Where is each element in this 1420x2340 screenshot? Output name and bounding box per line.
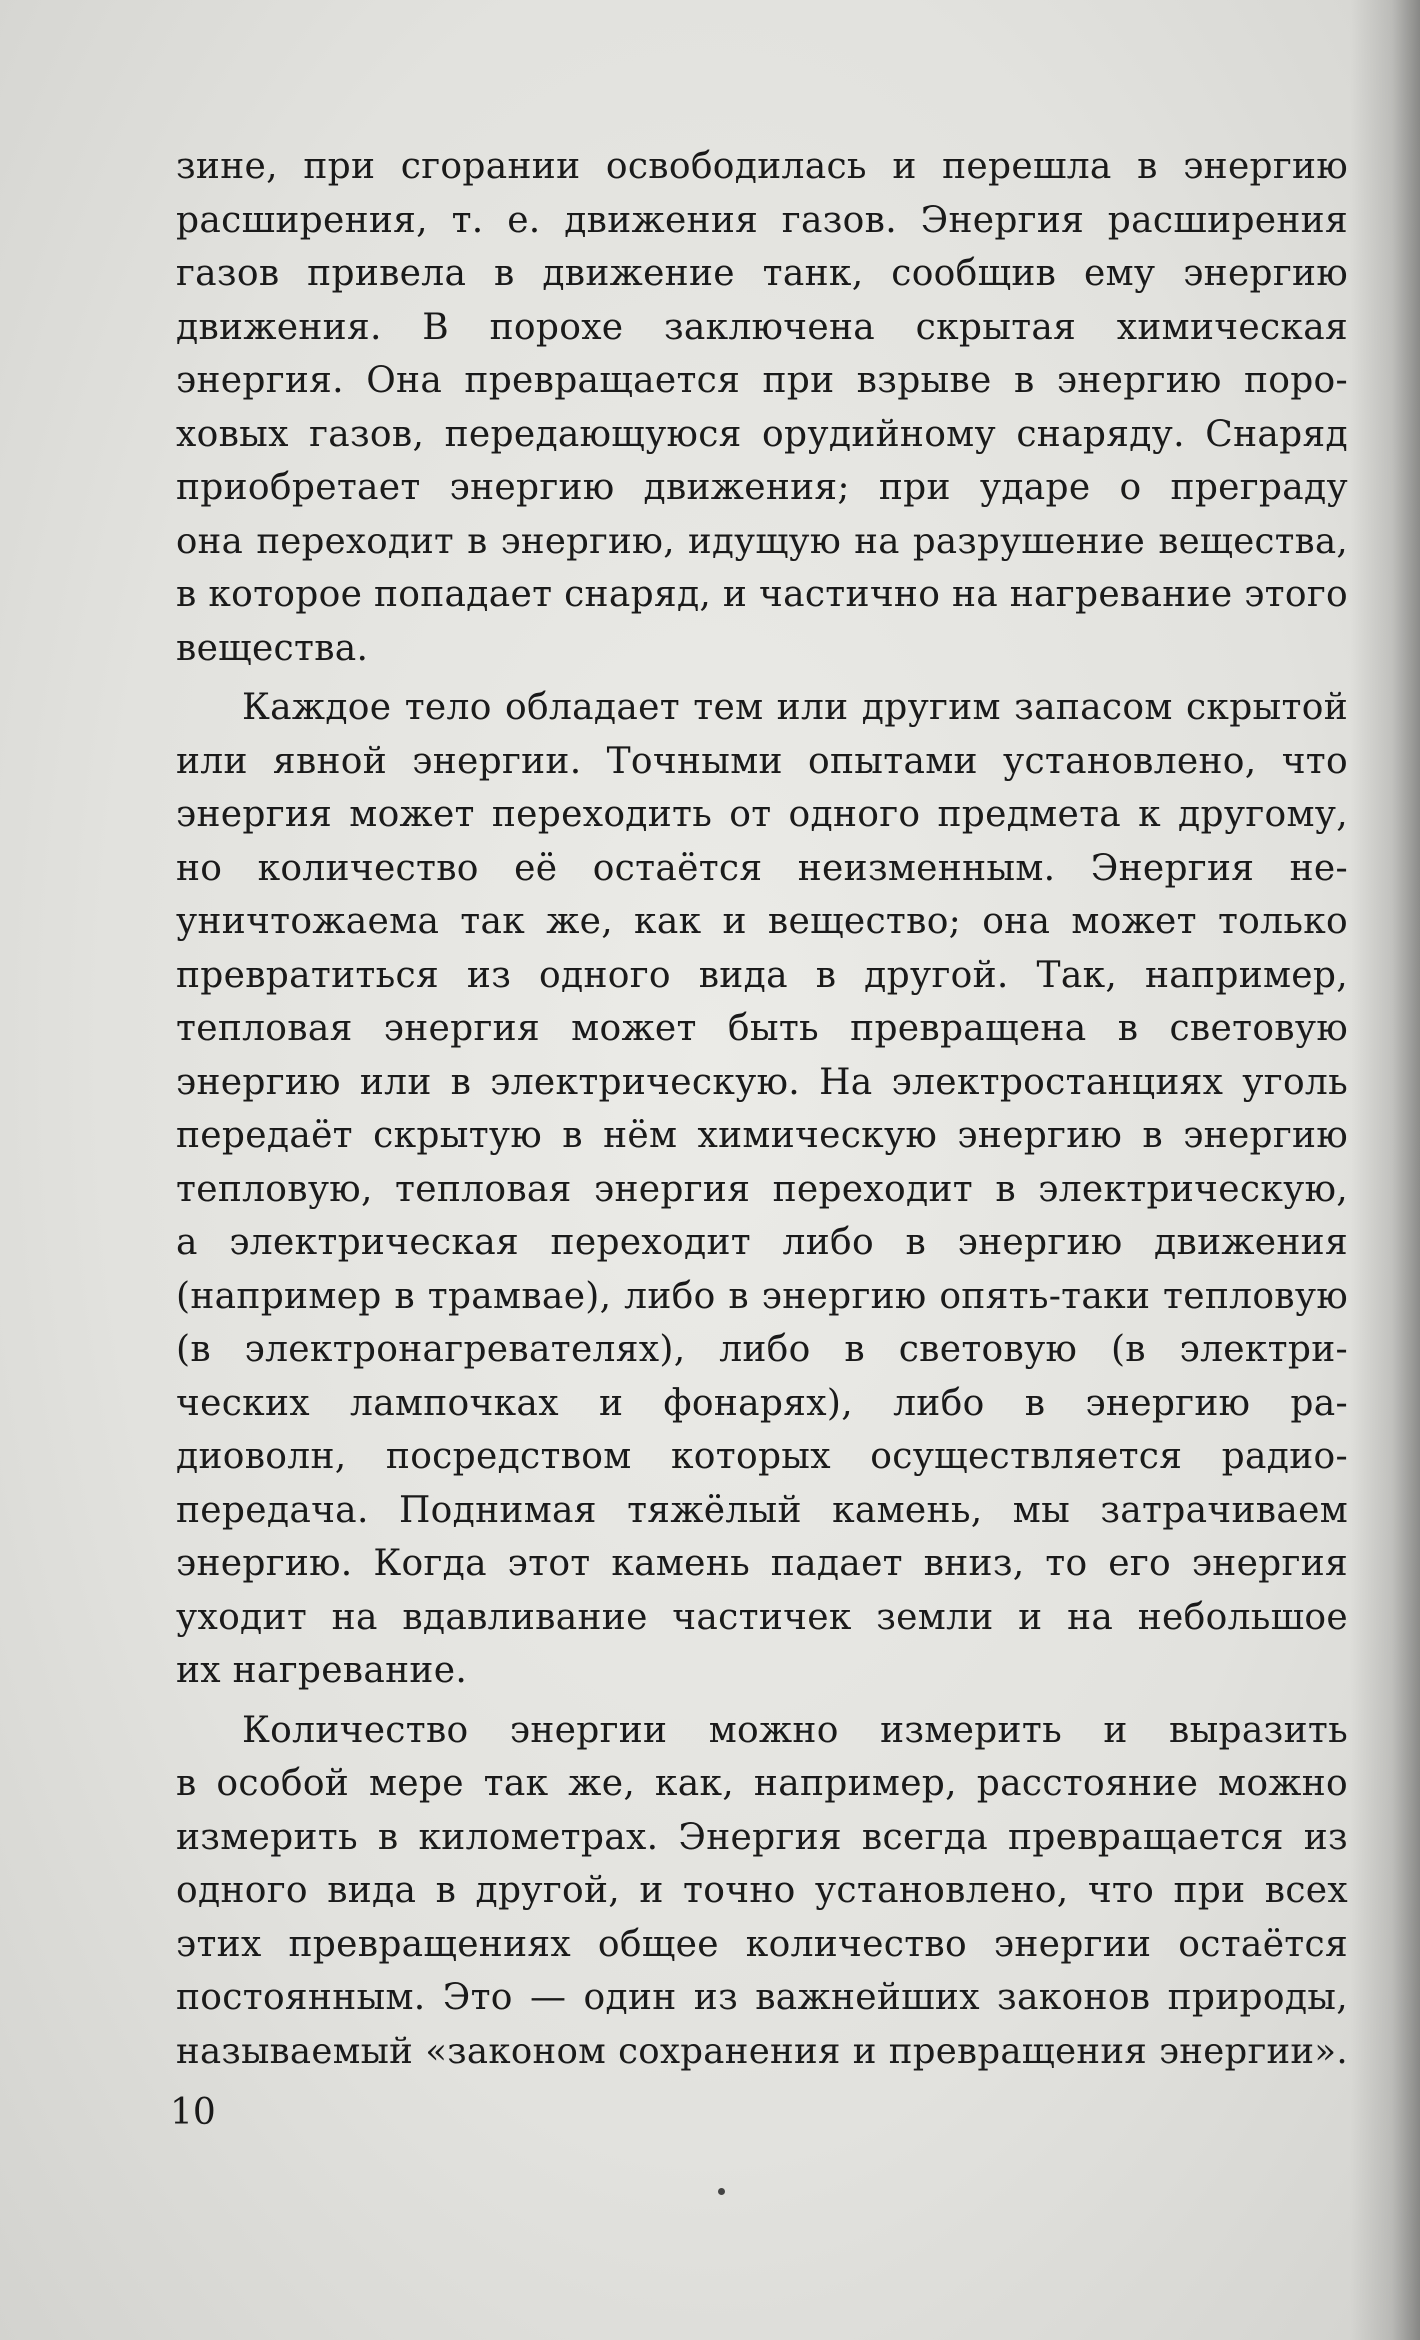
text-line: или явной энергии. Точными опытами установлено, что: [176, 740, 1348, 782]
text-line: расширения, т. е. движения газов. Энергия расширения: [176, 199, 1348, 241]
paragraph-2: [176, 681, 1348, 1698]
text-line: вещества.: [176, 627, 369, 669]
text-line: уничтожаема так же, как и вещество; она может только: [176, 901, 1348, 942]
text-line: ческих лампочках и фонарях), либо в энергию ра-: [176, 1382, 1348, 1424]
text-line: одного вида в другой, и точно установлено, что при всех: [176, 1870, 1348, 1911]
text-line: приобретает энергию движения; при ударе о преграду: [176, 467, 1348, 508]
text-line: ховых газов, передающуюся орудийному снаряду. Снаряд: [176, 413, 1348, 455]
paragraph-3: [176, 1704, 1348, 2079]
text-line: энергию. Когда этот камень падает вниз, то его энергия: [176, 1543, 1348, 1584]
text-line: она переходит в энергию, идущую на разрушение вещества,: [176, 520, 1348, 562]
text-line: передаёт скрытую в нём химическую энергию в энергию: [176, 1115, 1348, 1156]
text-line: (в электронагревателях), либо в световую (в электри-: [176, 1329, 1348, 1370]
text-line: Каждое тело обладает тем или другим запасом скрытой: [242, 687, 1348, 728]
text-line: энергия может переходить от одного предмета к другому,: [176, 794, 1348, 835]
text-line: движения. В порохе заключена скрытая химическая: [176, 306, 1348, 348]
paragraph-1: [176, 140, 1348, 675]
text-line: в которое попадает снаряд, и частично на нагревание этого: [176, 574, 1348, 615]
text-line: называемый «законом сохранения и превращения энергии».: [176, 2030, 1348, 2072]
text-line: но количество её остаётся неизменным. Энергия не-: [176, 847, 1348, 889]
text-line: энергия. Она превращается при взрыве в энергию поро-: [176, 360, 1348, 401]
text-line: зине, при сгорании освободилась и перешла в энергию: [176, 146, 1348, 187]
text-line: постоянным. Это — один из важнейших законов природы,: [176, 1977, 1348, 2018]
text-line: тепловая энергия может быть превращена в световую: [176, 1008, 1348, 1049]
text-line: передача. Поднимая тяжёлый камень, мы затрачиваем: [176, 1489, 1348, 1531]
text-line: этих превращениях общее количество энергии остаётся: [176, 1923, 1348, 1965]
page-number: 10: [170, 2092, 216, 2133]
body-text: [176, 140, 1348, 2078]
text-line: тепловую, тепловая энергия переходит в электрическую,: [176, 1168, 1348, 1210]
text-line: уходит на вдавливание частичек земли и на небольшое: [176, 1596, 1348, 1638]
text-line: энергию или в электрическую. На электростанциях уголь: [176, 1061, 1348, 1103]
text-line: в особой мере так же, как, например, расстояние можно: [176, 1763, 1348, 1804]
text-line: измерить в километрах. Энергия всегда превращается из: [176, 1816, 1348, 1858]
text-line: (например в трамвае), либо в энергию опять-таки тепловую: [176, 1275, 1348, 1317]
text-line: превратиться из одного вида в другой. Так, например,: [176, 954, 1348, 996]
text-line: диоволн, посредством которых осуществляется радио-: [176, 1436, 1348, 1477]
text-line: Количество энергии можно измерить и выразить: [242, 1709, 1348, 1751]
ink-speck: [718, 2188, 725, 2195]
text-line: газов привела в движение танк, сообщив ему энергию: [176, 253, 1348, 294]
text-line: а электрическая переходит либо в энергию движения: [176, 1222, 1348, 1263]
page-edge-shadow: [1350, 0, 1420, 2340]
text-line: их нагревание.: [176, 1650, 468, 1691]
